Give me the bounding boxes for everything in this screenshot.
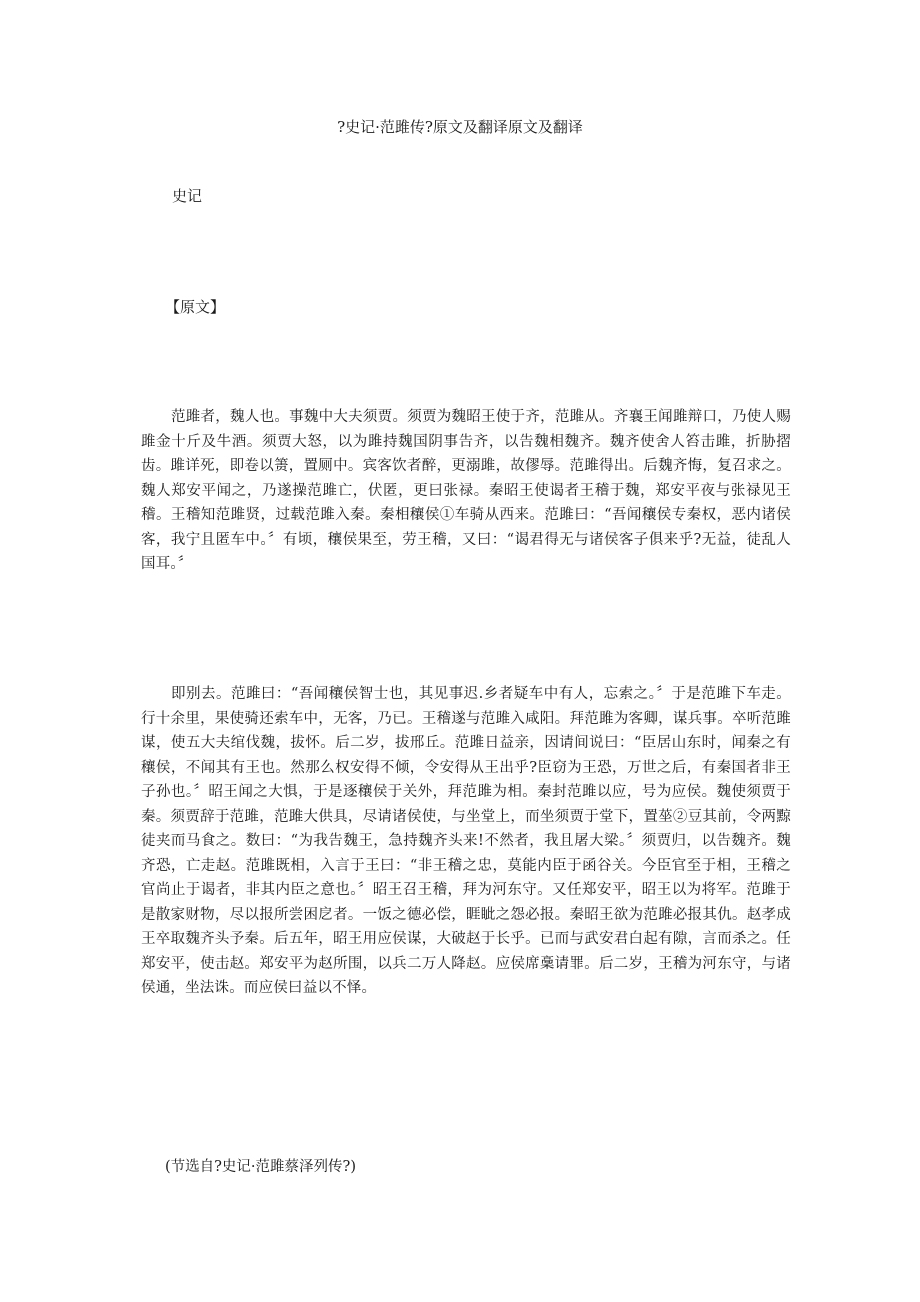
- section-heading: 【原文】: [165, 298, 226, 316]
- document-title: ?史记·范雎传?原文及翻译原文及翻译: [337, 118, 583, 136]
- source-label: 史记: [172, 187, 203, 205]
- body-paragraph-2: 即别去。范雎曰：“吾闻穰侯智士也，其见事迟.乡者疑车中有人，忘索之。〞于是范雎下车走。行十余里，果使骑还索车中，无客，乃已。王稽遂与范雎入咸阳。拜范雎为客卿，谋兵事。卒听范雎谋，使五大夫绾伐魏，拔怀。后二岁，拔邢丘。范雎日益亲，因请间说曰：“臣居山东时，闻秦之有穰侯，不闻其有王也。然那么权安得不倾，令安得从王出乎?臣窃为王恐，万世之后，有秦国者非王子孙也。〞昭王闻之大惧，于是逐穰侯于关外，拜范雎为相。秦封范雎以应，号为应侯。魏使须贾于秦。须贾辞于范雎，范雎大供具，尽请诸侯使，与坐堂上，而坐须贾于堂下，置莝②豆其前，令两黥徒夹而马食之。数曰：“为我告魏王，急持魏齐头来!不然者，我且屠大梁。〞须贾归，以告魏齐。魏齐恐，亡走赵。范雎既相，入言于王曰：“非王稽之忠，莫能内臣于函谷关。今臣官至于相，王稽之官尚止于谒者，非其内臣之意也。〞昭王召王稽，拜为河东守。又任郑安平，昭王以为将军。范雎于是散家财物，尽以报所尝困戹者。一饭之德必偿，睚眦之怨必报。秦昭王欲为范雎必报其仇。赵孝成王卒取魏齐头予秦。后五年，昭王用应侯谋，大破赵于长乎。已而与武安君白起有隙，言而杀之。任郑安平，使击赵。郑安平为赵所围，以兵二万人降赵。应侯席稾请罪。后二岁，王稽为河东守，与诸侯通，坐法诛。而应侯曰益以不怿。: [141, 686, 791, 996]
- body-paragraph-1: 范雎者，魏人也。事魏中大夫须贾。须贾为魏昭王使于齐，范雎从。齐襄王闻雎辩口，乃使人赐雎金十斤及牛酒。须贾大怒，以为雎持魏国阴事告齐，以告魏相魏齐。魏齐使舍人笞击雎，折胁摺齿。雎详死，即卷以箦，置厕中。宾客饮者醉，更溺雎，故僇辱。范雎得出。后魏齐悔，复召求之。魏人郑安平闻之，乃遂操范雎亡，伏匿，更曰张禄。秦昭王使谒者王稽于魏，郑安平夜与张禄见王稽。王稽知范雎贤，过载范雎入秦。秦相穰侯①车骑从西来。范雎曰：“吾闻穰侯专秦权，恶内诸侯客，我宁且匿车中。〞有顷，穰侯果至，劳王稽，又曰：“谒君得无与诸侯客子俱来乎?无益，徒乱人国耳。〞: [141, 409, 791, 572]
- source-citation: (节选自?史记·范雎蔡泽列传?): [165, 1159, 356, 1175]
